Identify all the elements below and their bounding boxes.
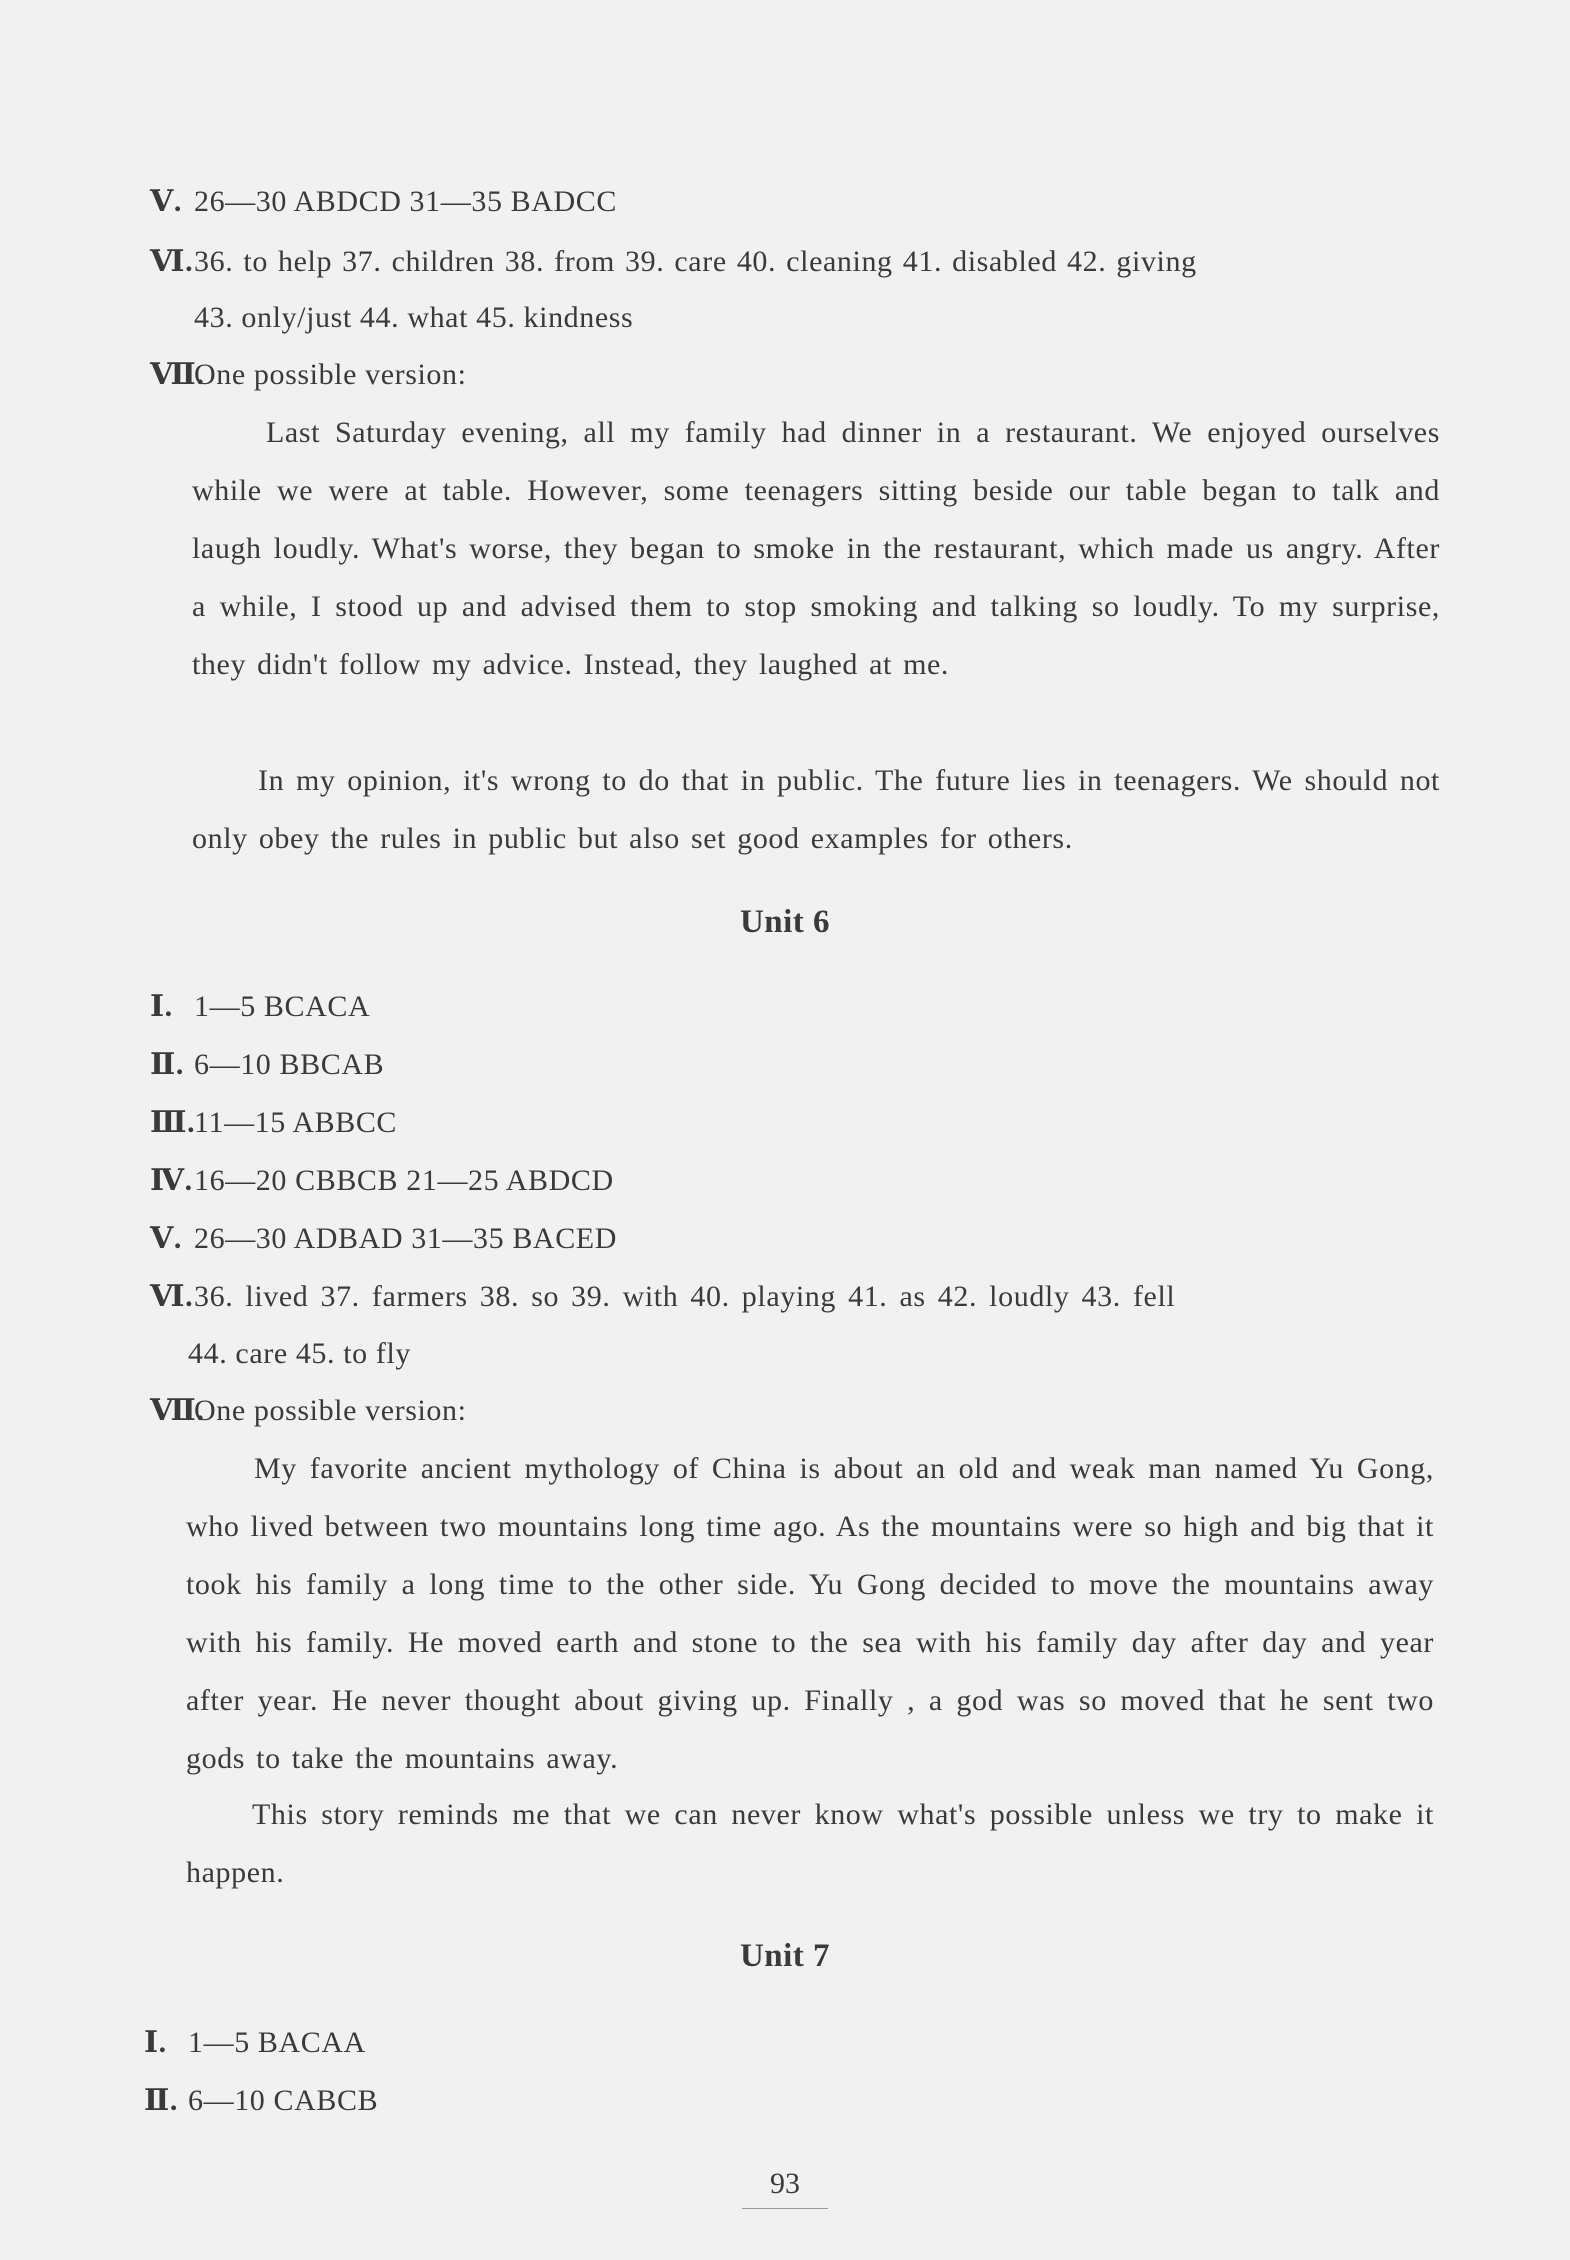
section-ii-answers	[150, 1045, 384, 1085]
section-number: Ⅶ.	[150, 1394, 205, 1427]
section-number: Ⅱ.	[144, 2084, 178, 2117]
section-number: Ⅰ.	[144, 2026, 167, 2059]
version-label: One possible version:	[194, 358, 467, 391]
answer-text: 1—5 BACAA	[188, 2026, 366, 2059]
answer-text: 16—20 CBBCB 21—25 ABDCD	[194, 1164, 614, 1197]
answer-text: 44. care 45. to fly	[188, 1337, 411, 1370]
section-i-answers	[150, 987, 370, 1027]
section-v-answers	[150, 182, 617, 222]
essay-paragraph-1: Last Saturday evening, all my family had dinner in a restaurant. We enjoyed ourselves while we were at table. However, some teenagers sitting beside our table began to talk and laugh loudly. What's worse, they began to smoke in the restaurant, which made us angry. After a while, I stood up and advised them to stop smoking and talking so loudly. To my surprise, they didn't follow my advice. Instead, they laughed at me.	[192, 416, 1440, 681]
section-number: Ⅶ.	[150, 358, 205, 391]
section-vi-answers-continued	[188, 1334, 411, 1374]
answer-text: 1—5 BCACA	[194, 990, 371, 1023]
section-number: Ⅵ.	[150, 1280, 194, 1313]
section-number: Ⅳ.	[150, 1164, 193, 1197]
section-iii-answers	[150, 1103, 397, 1143]
answer-text: 43. only/just 44. what 45. kindness	[194, 301, 634, 334]
answer-text: 11—15 ABBCC	[194, 1106, 398, 1139]
version-label: One possible version:	[194, 1394, 467, 1427]
section-number: Ⅰ.	[150, 990, 173, 1023]
section-vii-heading	[150, 355, 467, 395]
answer-text: 6—10 BBCAB	[194, 1048, 385, 1081]
section-vi-answers-continued	[194, 298, 633, 338]
answer-text: 6—10 CABCB	[188, 2084, 379, 2117]
unit-6-title: Unit 6	[739, 904, 831, 940]
section-number: Ⅵ.	[150, 245, 194, 278]
unit-7-title: Unit 7	[739, 1938, 831, 1974]
page-number: 93	[770, 2167, 800, 2200]
section-vi-answers	[150, 242, 1197, 282]
section-ii-answers	[144, 2081, 378, 2121]
section-number: Ⅴ.	[150, 185, 182, 218]
section-number: Ⅲ.	[150, 1106, 196, 1139]
section-number: Ⅱ.	[150, 1048, 184, 1081]
page-number-underline	[742, 2208, 828, 2209]
section-vi-answers	[150, 1277, 1175, 1317]
answer-text: 26—30 ADBAD 31—35 BACED	[194, 1222, 617, 1255]
answer-text: 36. lived 37. farmers 38. so 39. with 40. playing 41. as 42. loudly 43. fell	[194, 1280, 1176, 1313]
section-number: Ⅴ.	[150, 1222, 182, 1255]
answer-text: 36. to help 37. children 38. from 39. care 40. cleaning 41. disabled 42. giving	[194, 245, 1197, 278]
section-v-answers	[150, 1219, 617, 1259]
essay-paragraph-1: My favorite ancient mythology of China is about an old and weak man named Yu Gong, who lived between two mountains long time ago. As the mountains were so high and big that it took his family a long time to the other side. Yu Gong decided to move the mountains away with his family. He moved earth and stone to the sea with his family day after day and year after year. He never thought about giving up. Finally , a god was so moved that he sent two gods to take the mountains away.	[186, 1452, 1434, 1775]
essay-paragraph-2: This story reminds me that we can never know what's possible unless we try to make it happen.	[186, 1798, 1434, 1889]
section-iv-answers	[150, 1161, 614, 1201]
answer-text: 26—30 ABDCD 31—35 BADCC	[194, 185, 618, 218]
section-i-answers	[144, 2023, 366, 2063]
section-vii-heading	[150, 1391, 467, 1431]
essay-paragraph-2: In my opinion, it's wrong to do that in public. The future lies in teenagers. We should not only obey the rules in public but also set good examples for others.	[192, 764, 1440, 855]
